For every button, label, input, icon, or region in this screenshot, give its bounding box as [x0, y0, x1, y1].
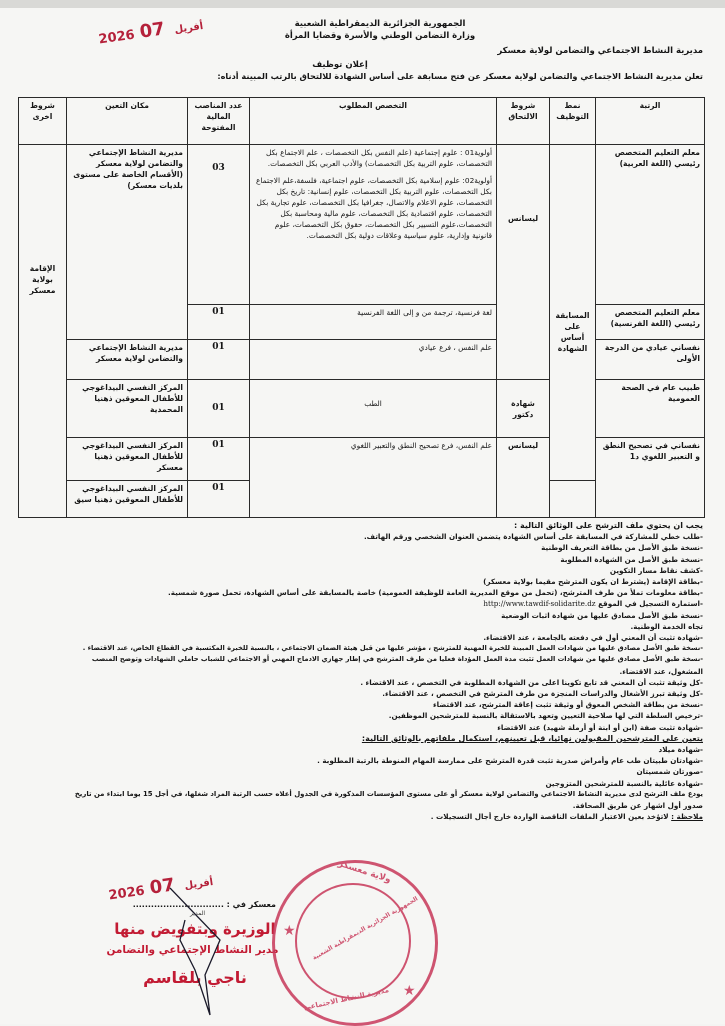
positions-cell: 01	[188, 380, 250, 438]
header-access-conditions: شروط الالتحاق	[497, 98, 550, 145]
official-seal	[272, 860, 438, 1026]
header-rank: الرتبة	[596, 98, 705, 145]
header-recruitment-mode: نمط التوظيف	[550, 98, 596, 145]
date-stamp-month: أفريل	[173, 20, 204, 36]
documents-title: يجب ان يحتوي ملف الترشح على الوثائق التالية :	[514, 521, 703, 530]
date-stamp-day: 07	[138, 18, 167, 43]
document-item: -نسخة طبق الأصل من بطاقة التعريف الوطنية	[541, 543, 703, 553]
seal-inner-ring	[295, 883, 411, 999]
place-cell: المركز النفسي البيداغوجي للأطفال المعوقين ذهنيا سيق	[67, 481, 188, 518]
table-row	[19, 380, 705, 438]
document-item: -نسخة من بطاقة الشخص المعوق أو وثيقة تثبت إعاقة المترشح، عند الاقتضاء	[432, 700, 703, 710]
document-item: -كل وثيقة تبرز الأشغال والدراسات المنجزة من طرف المترشح في التخصص ، عند الاقتضاء.	[382, 689, 703, 699]
document-item: -نسخة طبق الأصل مصادق عليها من شهادات العمل تثبت مدة العمل المؤداة فعليا من طرف المترشح في إطار جهازي الادماج المهني أو الاجتماعي للشباب حاملي الشهادات وتوضح المنصب	[91, 655, 703, 664]
note-text: لاتؤخذ بعين الاعتبار الملفات الناقصة الواردة خارج أجال التسجيلات .	[430, 812, 669, 822]
registration-link[interactable]: http://www.tawdif-solidarite.dz	[483, 599, 596, 609]
document-item-registration	[13, 598, 703, 609]
rank-cell: معلم التعليم المتخصص رئيسي (اللغة العربية)	[596, 145, 705, 305]
final-document-item: -شهادة ميلاد	[658, 745, 703, 755]
document-item: تجاه الخدمة الوطنية.	[630, 621, 703, 631]
positions-cell: 01	[188, 305, 250, 340]
table-row	[19, 145, 705, 305]
date-stamp	[97, 12, 208, 48]
signature-line-1: الوزيرة وبتفويض منها	[114, 920, 276, 938]
specialty-priority-1: أولوية01 : علوم إجتماعية (علم النفس بكل التخصصات ، علم الاجتماع بكل التخصصات، علوم التربية بكل التخصصات) والأدب العربي بكل التخصصات.	[265, 148, 492, 168]
announcement-intro: تعلن مديرية النشاط الاجتماعي والتضامن لولاية معسكر عن فتح مسابقة على أساس الشهادة للالتحاق بالرتب المبينة أدناه:	[217, 71, 703, 81]
other-conditions-cell: الإقامة بولاية معسكر	[19, 145, 67, 518]
signature-date-day: 07	[148, 874, 177, 899]
specialty-cell: الطب	[250, 380, 497, 438]
final-document-item: -شهادة عائلية بالنسبة للمترشحين المتزوجين	[545, 778, 703, 788]
signature-date-month: أفريل	[183, 876, 214, 892]
table-header-row	[19, 98, 705, 145]
document-item: -نسخة طبق الأصل مصادق عليها من شهادة اثبات الوضعية	[501, 610, 703, 620]
positions-cell: 01	[188, 438, 250, 481]
table-row	[19, 340, 705, 380]
document-item: -بطاقة معلومات تملأ من طرف المترشح، (تحمل من موقع المديرية العامة للوظيفة العمومية) خاصة بالمسابقة على أساس الشهادة، تحمل صورة شمسية.	[168, 588, 703, 598]
specialty-cell: علم النفس، فرع تصحيح النطق والتعبير اللغوي	[250, 438, 497, 518]
seal-star-icon: ★	[403, 983, 416, 999]
seal-outer-text: ولاية معسكر	[336, 858, 393, 886]
seal-inner-text: الجمهورية الجزائرية الديمقراطية الشعبية	[311, 895, 420, 962]
table-row	[19, 438, 705, 481]
header-assignment-place: مكان التعين	[67, 98, 188, 145]
signature-dots: ..............................	[132, 900, 224, 909]
signature-line-2: مدير النشاط الإجتماعي والتضامن	[106, 944, 279, 956]
specialty-priority-2: أولوية02: علوم إسلامية بكل التخصصات، علوم اجتماعية، فلسفة،علم الاجتماع بكل التخصصات، علوم التربية بكل التخصصات، علوم إنسانية: تاريخ بكل التخصصات، علوم الاعلام والاتصال، جغرافيا بكل التخصصات، علوم تجارية بكل التخصصات، علوم اقتصادية بكل التخصصات، علوم مالية ومحاسبة بكل التخصصات،علوم التسيير بكل التخصصات، حقوق بكل التخصصات، علوم قانونية وإدارية، علوم سياسية وعلاقات دولية بكل التخصصات.	[256, 176, 492, 240]
signature-date-year: 2026	[107, 883, 146, 904]
seal-bottom-text: مديرية النشاط الاجتماعي	[303, 986, 390, 1012]
final-documents-title: يتعين على المترشحين المقبولين نهائيا، قبل تعيينهم، استكمال ملفاتهم بالوثائق التالية:	[361, 733, 703, 743]
access-cell: شهادة دكتور	[497, 380, 550, 438]
rank-cell: نفساني عيادي من الدرجة الأولى	[596, 340, 705, 380]
registration-label: -استمارة التسجيل في الموقع	[598, 599, 703, 609]
deposit-notice-line-1: يودع ملف الترشح لدى مديرية النشاط الاجتماعي والتضامن لولاية معسكر أو على مستوى المؤسسات المذكورة في الجدول أعلاه حسب الرتبة المراد شغلها، في أجل 15 يوما ابتداء من تاريخ	[74, 789, 703, 798]
specialty-cell: لغة فرنسية، ترجمة من و إلى اللغة الفرنسية	[250, 305, 497, 340]
document-item: -كل وثيقة تثبت أن المعني قد تابع تكوينا اعلى من الشهادة المطلوبة في التخصص ، عند الاقتضاء .	[360, 677, 703, 687]
document-item: -ترخيص السلطة التي لها صلاحية التعيين وتعهد بالاستقالة بالنسبة للمترشحين الموظفين.	[388, 711, 703, 721]
document-item: -شهادة تثبت أن المعني أول في دفعته بالجامعة ، عند الاقتضاء.	[483, 633, 703, 643]
recruitment-mode-tail	[550, 481, 596, 518]
access-cell: ليسانس	[497, 438, 550, 518]
final-document-item: -شهادتان طبيتان طب عام وأمراض صدرية تثبت قدرة المترشح على ممارسة المهام المنوطة بالرتبة المطلوبة .	[317, 756, 703, 766]
positions-cell: 01	[188, 481, 250, 518]
recruitment-mode-cell: المسابقة على أساس الشهادة	[550, 145, 596, 481]
date-stamp-year: 2026	[97, 27, 136, 48]
place-cell: مديرية النشاط الإجتماعي والتضامن لولاية معسكر	[67, 340, 188, 380]
signature-title-small: المدير	[190, 910, 206, 917]
positions-cell: 01	[188, 340, 250, 380]
seal-star-icon: ★	[283, 923, 296, 939]
access-cell: ليسانس	[497, 145, 550, 380]
required-documents	[13, 520, 703, 822]
header-other-conditions: شروط اخرى	[19, 98, 67, 145]
place-cell: مديرية النشاط الإجتماعي والتضامن لولاية معسكر (الأقسام الخاصة على مستوى بلديات معسكر)	[67, 145, 188, 340]
header-required-specialty: التخصص المطلوب	[250, 98, 497, 145]
ministry-title: وزارة التضامن الوطني والأسرة وقضايا المرأة	[284, 31, 476, 41]
document-item: -نسخة طبق الأصل من الشهادة المطلوبة	[560, 554, 703, 564]
document-item: -كشف نقاط مسار التكوين	[609, 565, 703, 575]
specialty-cell	[250, 145, 497, 305]
signature-name: ناجي بلقاسم	[143, 968, 247, 987]
signature-place-label: معسكر في :	[226, 900, 276, 909]
positions-table	[18, 97, 705, 518]
document-item: -نسخة طبق الأصل مصادق عليها من شهادات العمل المبينة للخبرة المهنية للمترشح ، مؤشر عليها من قبل هيئة الضمان الاجتماعي ، بالنسبة للخبرة المكتسبة في القطاع الخاص، عند الاقتضاء .	[82, 644, 703, 653]
positions-cell: 03	[188, 145, 250, 305]
document-item: -طلب خطي للمشاركة في المسابقة على أساس الشهادة يتضمن العنوان الشخصي ورقم الهاتف.	[363, 532, 703, 542]
handwritten-signature	[150, 880, 240, 1020]
place-cell: المركز النفسي البيداغوجي للأطفال المعوقين ذهنيا المحمدية	[67, 380, 188, 438]
note-label: ملاحظة :	[671, 812, 703, 822]
rank-cell: نفساني في تصحيح النطق و التعبير اللغوي د1	[596, 438, 705, 518]
document-item: -شهادة تثبت صفة (ابن أو ابنة أو أرملة شهيد) عند الاقتضاء	[497, 722, 703, 732]
document-item: المشغول، عند الاقتضاء.	[619, 666, 703, 676]
scan-top-band	[0, 0, 725, 8]
final-document-item: -صورتان شمسيتان	[636, 767, 703, 777]
rank-cell: طبيب عام في الصحة العمومية	[596, 380, 705, 438]
rank-cell: معلم التعليم المتخصص رئيسي (اللغة الفرنسية)	[596, 305, 705, 340]
header-open-positions: عدد المناصب المالية المفتوحة	[188, 98, 250, 145]
document-item: -بطاقة الإقامة (يشترط ان يكون المترشح مقيما بولاية معسكر)	[483, 577, 703, 587]
specialty-cell: علم النفس ، فرع عيادي	[250, 340, 497, 380]
announcement-title: إعلان توظيف	[312, 60, 368, 70]
place-cell: المركز النفسي البيداغوجي للأطفال المعوقين ذهنيا معسكر	[67, 438, 188, 481]
note	[13, 811, 703, 822]
republic-title: الجمهورية الجزائرية الديمقراطية الشعبية	[294, 19, 466, 29]
deposit-notice-line-2: صدور أول اشهار عن طريق الصحافة.	[572, 801, 703, 811]
directorate-title: مديرية النشاط الاجتماعي والتضامن لولاية معسكر	[497, 46, 703, 56]
